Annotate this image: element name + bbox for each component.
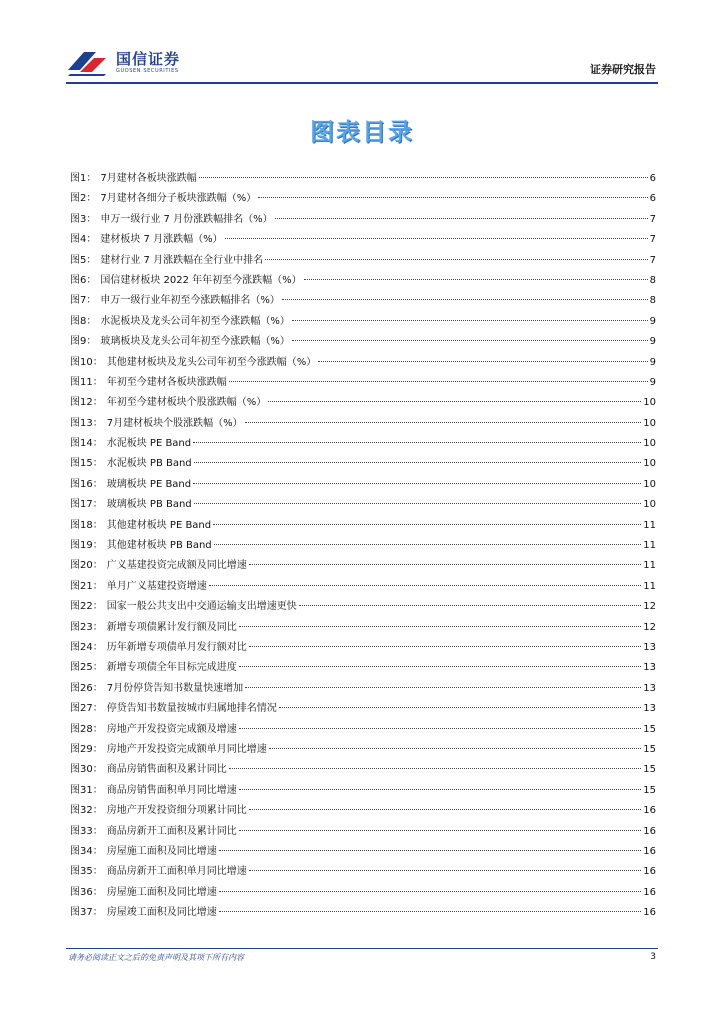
- toc-entry-page: 8: [649, 274, 656, 286]
- toc-entry-page: 10: [643, 499, 656, 511]
- toc-entry-leader: [249, 809, 642, 810]
- toc-entry[interactable]: [70, 251, 656, 271]
- toc-entry-title: 玻璃板块及龙头公司年初至今涨跌幅（%）: [100, 336, 290, 348]
- toc-entry-page: 16: [643, 886, 656, 898]
- logo-english-name: GUOSEN SECURITIES: [116, 68, 179, 74]
- toc-entry-page: 12: [643, 601, 656, 613]
- toc-entry-leader: [225, 238, 648, 239]
- toc-entry-number: 图6：: [70, 274, 97, 286]
- toc-entry-leader: [269, 748, 642, 749]
- toc-entry[interactable]: [70, 271, 656, 291]
- toc-entry-number: 图16：: [70, 478, 103, 490]
- toc-entry-title: 单月广义基建投资增速: [106, 580, 207, 592]
- toc-entry-leader: [258, 197, 647, 198]
- guosen-logo-icon: [66, 48, 110, 78]
- toc-entry-leader: [199, 177, 648, 178]
- logo-chinese-name: 国信证券: [116, 50, 181, 68]
- toc-entry-page: 11: [643, 580, 656, 592]
- toc-entry-leader: [304, 279, 648, 280]
- toc-entry-number: 图9：: [70, 336, 97, 348]
- toc-entry-title: 其他建材板块 PE Band: [106, 519, 212, 531]
- toc-entry[interactable]: [70, 822, 656, 842]
- toc-entry-number: 图23：: [70, 621, 103, 633]
- toc-entry-leader: [194, 462, 642, 463]
- toc-entry-title: 房屋竣工面积及同比增速: [106, 907, 217, 919]
- toc-entry-page: 7: [649, 254, 656, 266]
- toc-entry-leader: [219, 891, 642, 892]
- toc-entry-number: 图30：: [70, 764, 103, 776]
- toc-entry-leader: [239, 666, 642, 667]
- toc-entry-page: 15: [643, 764, 656, 776]
- toc-entry-page: 11: [643, 540, 656, 552]
- toc-entry[interactable]: [70, 679, 656, 699]
- toc-entry[interactable]: [70, 434, 656, 454]
- toc-entry-number: 图21：: [70, 580, 103, 592]
- toc-entry-leader: [292, 340, 648, 341]
- toc-entry-title: 商品房新开工面积单月同比增速: [106, 866, 247, 878]
- toc-entry-title: 新增专项债全年目标完成进度: [106, 662, 237, 674]
- toc-entry-number: 图26：: [70, 682, 103, 694]
- header-divider: [66, 82, 658, 84]
- toc-entry[interactable]: [70, 230, 656, 250]
- toc-entry-title: 建材行业 7 月涨跌幅在全行业中排名: [100, 254, 264, 266]
- toc-entry-title: 7月建材板块个股涨跌幅（%）: [106, 417, 243, 429]
- toc-entry-page: 10: [643, 397, 656, 409]
- toc-entry-page: 15: [643, 743, 656, 755]
- page-title: 图表目录: [310, 118, 414, 146]
- toc-entry[interactable]: [70, 577, 656, 597]
- toc-entry[interactable]: [70, 556, 656, 576]
- toc-entry-page: 13: [643, 682, 656, 694]
- toc-entry-title: 7月建材各细分子板块涨跌幅（%）: [100, 193, 257, 205]
- toc-entry-leader: [318, 361, 647, 362]
- toc-entry-leader: [239, 728, 642, 729]
- toc-entry-leader: [239, 626, 642, 627]
- toc-entry[interactable]: [70, 169, 656, 189]
- toc-entry-page: 12: [643, 621, 656, 633]
- toc-entry-page: 16: [643, 845, 656, 857]
- toc-entry[interactable]: [70, 516, 656, 536]
- toc-entry[interactable]: [70, 903, 656, 923]
- toc-entry-page: 6: [649, 173, 656, 184]
- toc-entry-title: 房地产开发投资完成额及增速: [106, 723, 237, 735]
- toc-entry-leader: [193, 483, 641, 484]
- toc-entry-title: 房地产开发投资完成额单月同比增速: [106, 743, 267, 755]
- toc-entry-title: 水泥板块 PE Band: [106, 438, 192, 450]
- toc-entry-title: 商品房新开工面积及累计同比: [106, 825, 237, 837]
- toc-entry-number: 图22：: [70, 601, 103, 613]
- toc-entry[interactable]: [70, 699, 656, 719]
- report-type-label: 证券研究报告: [590, 63, 656, 76]
- toc-entry-number: 图29：: [70, 743, 103, 755]
- toc-entry-title: 其他建材板块及龙头公司年初至今涨跌幅（%）: [106, 356, 317, 368]
- toc-entry-title: 玻璃板块 PB Band: [106, 499, 192, 511]
- toc-entry[interactable]: [70, 332, 656, 352]
- toc-entry-page: 10: [643, 417, 656, 429]
- page-number: 3: [650, 952, 656, 962]
- toc-entry-number: 图20：: [70, 560, 103, 572]
- toc-entry-title: 历年新增专项债单月发行额对比: [106, 641, 247, 653]
- toc-entry-leader: [245, 422, 642, 423]
- toc-entry-leader: [193, 442, 641, 443]
- toc-entry-number: 图25：: [70, 662, 103, 674]
- toc-entry-leader: [239, 789, 642, 790]
- toc-entry-leader: [299, 605, 642, 606]
- toc-entry-leader: [209, 585, 642, 586]
- toc-entry-title: 水泥板块及龙头公司年初至今涨跌幅（%）: [100, 315, 290, 327]
- toc-entry-page: 15: [643, 723, 656, 735]
- toc-entry-number: 图7：: [70, 295, 97, 307]
- toc-entry-number: 图36：: [70, 886, 103, 898]
- toc-entry-number: 图33：: [70, 825, 103, 837]
- toc-entry-number: 图4：: [70, 234, 97, 246]
- toc-entry[interactable]: [70, 720, 656, 740]
- toc-entry-number: 图2：: [70, 193, 97, 205]
- toc-entry[interactable]: [70, 414, 656, 434]
- toc-entry-title: 房屋施工面积及同比增速: [106, 845, 217, 857]
- toc-entry[interactable]: [70, 312, 656, 332]
- toc-entry-leader: [239, 830, 642, 831]
- toc-entry-leader: [282, 299, 648, 300]
- toc-entry-title: 国信建材板块 2022 年年初至今涨跌幅（%）: [100, 274, 302, 286]
- toc-entry-page: 8: [649, 295, 656, 307]
- toc-entry-leader: [229, 768, 642, 769]
- toc-entry-number: 图10：: [70, 356, 103, 368]
- toc-entry[interactable]: [70, 454, 656, 474]
- toc-entry-page: 16: [643, 825, 656, 837]
- toc-entry-page: 10: [643, 458, 656, 470]
- toc-entry-title: 7月建材各板块涨跌幅: [100, 173, 197, 184]
- toc-entry-leader: [275, 218, 648, 219]
- toc-entry-page: 13: [643, 662, 656, 674]
- toc-entry-number: 图5：: [70, 254, 97, 266]
- toc-entry[interactable]: [70, 189, 656, 209]
- toc-entry-number: 图17：: [70, 499, 103, 511]
- toc-entry-page: 13: [643, 641, 656, 653]
- toc-entry-page: 9: [649, 336, 656, 348]
- toc-entry-number: 图11：: [70, 376, 103, 388]
- toc-entry-title: 国家一般公共支出中交通运输支出增速更快: [106, 601, 297, 613]
- toc-entry-number: 图1：: [70, 173, 97, 184]
- toc-entry-page: 16: [643, 805, 656, 817]
- toc-entry[interactable]: [70, 393, 656, 413]
- toc-entry-title: 停贷告知书数量按城市归属地排名情况: [106, 703, 277, 715]
- toc-entry[interactable]: [70, 373, 656, 393]
- footer-divider: [66, 948, 658, 949]
- toc-entry-leader: [229, 381, 648, 382]
- toc-entry-title: 玻璃板块 PE Band: [106, 478, 192, 490]
- toc-entry-title: 商品房销售面积及累计同比: [106, 764, 227, 776]
- toc-entry-title: 房屋施工面积及同比增速: [106, 886, 217, 898]
- toc-entry-leader: [219, 850, 642, 851]
- toc-entry-page: 10: [643, 438, 656, 450]
- toc-entry-page: 9: [649, 315, 656, 327]
- toc-entry-page: 16: [643, 907, 656, 919]
- figure-list: [70, 169, 656, 923]
- toc-entry-title: 商品房销售面积单月同比增速: [106, 784, 237, 796]
- toc-entry[interactable]: [70, 618, 656, 638]
- toc-entry-page: 11: [643, 519, 656, 531]
- toc-entry-number: 图31：: [70, 784, 103, 796]
- toc-entry-leader: [268, 401, 641, 402]
- toc-entry-title: 水泥板块 PB Band: [106, 458, 192, 470]
- toc-entry-page: 11: [643, 560, 656, 572]
- toc-entry-title: 申万一级行业 7 月份涨跌幅排名（%）: [100, 213, 273, 225]
- toc-entry-number: 图14：: [70, 438, 103, 450]
- toc-entry-number: 图28：: [70, 723, 103, 735]
- toc-entry-leader: [279, 707, 642, 708]
- toc-entry-leader: [249, 564, 642, 565]
- toc-entry-number: 图13：: [70, 417, 103, 429]
- toc-entry-page: 9: [649, 376, 656, 388]
- disclaimer-note: 请务必阅读正文之后的免责声明及其项下所有内容: [68, 953, 244, 962]
- toc-entry-title: 广义基建投资完成额及同比增速: [106, 560, 247, 572]
- toc-entry-title: 其他建材板块 PB Band: [106, 540, 212, 552]
- toc-entry-number: 图35：: [70, 866, 103, 878]
- toc-entry-leader: [249, 870, 642, 871]
- toc-entry-title: 新增专项债累计发行额及同比: [106, 621, 237, 633]
- toc-entry-number: 图3：: [70, 213, 97, 225]
- toc-entry-page: 16: [643, 866, 656, 878]
- toc-entry[interactable]: [70, 597, 656, 617]
- toc-entry-number: 图34：: [70, 845, 103, 857]
- toc-entry-page: 7: [649, 234, 656, 246]
- toc-entry[interactable]: [70, 536, 656, 556]
- toc-entry-leader: [213, 524, 641, 525]
- toc-entry[interactable]: [70, 781, 656, 801]
- toc-entry-leader: [219, 911, 642, 912]
- company-logo: [66, 48, 180, 78]
- toc-entry-leader: [214, 544, 642, 545]
- toc-entry-number: 图27：: [70, 703, 103, 715]
- toc-entry[interactable]: [70, 862, 656, 882]
- toc-entry-title: 房地产开发投资细分项累计同比: [106, 805, 247, 817]
- toc-entry-number: 图19：: [70, 540, 103, 552]
- toc-entry[interactable]: [70, 740, 656, 760]
- toc-entry[interactable]: [70, 210, 656, 230]
- toc-entry[interactable]: [70, 658, 656, 678]
- toc-entry-leader: [265, 259, 648, 260]
- toc-entry-page: 10: [643, 478, 656, 490]
- toc-entry[interactable]: [70, 842, 656, 862]
- toc-entry[interactable]: [70, 760, 656, 780]
- toc-entry-page: 15: [643, 784, 656, 796]
- toc-entry-leader: [249, 646, 642, 647]
- toc-entry[interactable]: [70, 801, 656, 821]
- toc-entry-page: 13: [643, 703, 656, 715]
- toc-entry-page: 9: [649, 356, 656, 368]
- toc-entry-title: 申万一级行业年初至今涨跌幅排名（%）: [100, 295, 280, 307]
- toc-entry-number: 图37：: [70, 907, 103, 919]
- toc-entry-title: 年初至今建材板块个股涨跌幅（%）: [106, 397, 267, 409]
- page-header: [66, 48, 658, 84]
- toc-entry-leader: [245, 687, 641, 688]
- toc-entry[interactable]: [70, 495, 656, 515]
- toc-entry[interactable]: [70, 353, 656, 373]
- toc-entry-leader: [292, 320, 648, 321]
- toc-entry[interactable]: [70, 291, 656, 311]
- toc-entry-page: 7: [649, 213, 656, 225]
- toc-entry-number: 图18：: [70, 519, 103, 531]
- toc-entry-leader: [194, 503, 642, 504]
- toc-entry-title: 建材板块 7 月涨跌幅（%）: [100, 234, 223, 246]
- toc-entry-page: 6: [649, 193, 656, 205]
- toc-entry-number: 图15：: [70, 458, 103, 470]
- toc-entry-number: 图32：: [70, 805, 103, 817]
- toc-entry-number: 图12：: [70, 397, 103, 409]
- toc-entry[interactable]: [70, 883, 656, 903]
- toc-entry[interactable]: [70, 475, 656, 495]
- toc-entry[interactable]: [70, 638, 656, 658]
- toc-entry-number: 图24：: [70, 641, 103, 653]
- toc-entry-title: 7月份停贷告知书数量快速增加: [106, 682, 244, 694]
- toc-entry-number: 图8：: [70, 315, 97, 327]
- toc-entry-title: 年初至今建材各板块涨跌幅: [106, 376, 227, 388]
